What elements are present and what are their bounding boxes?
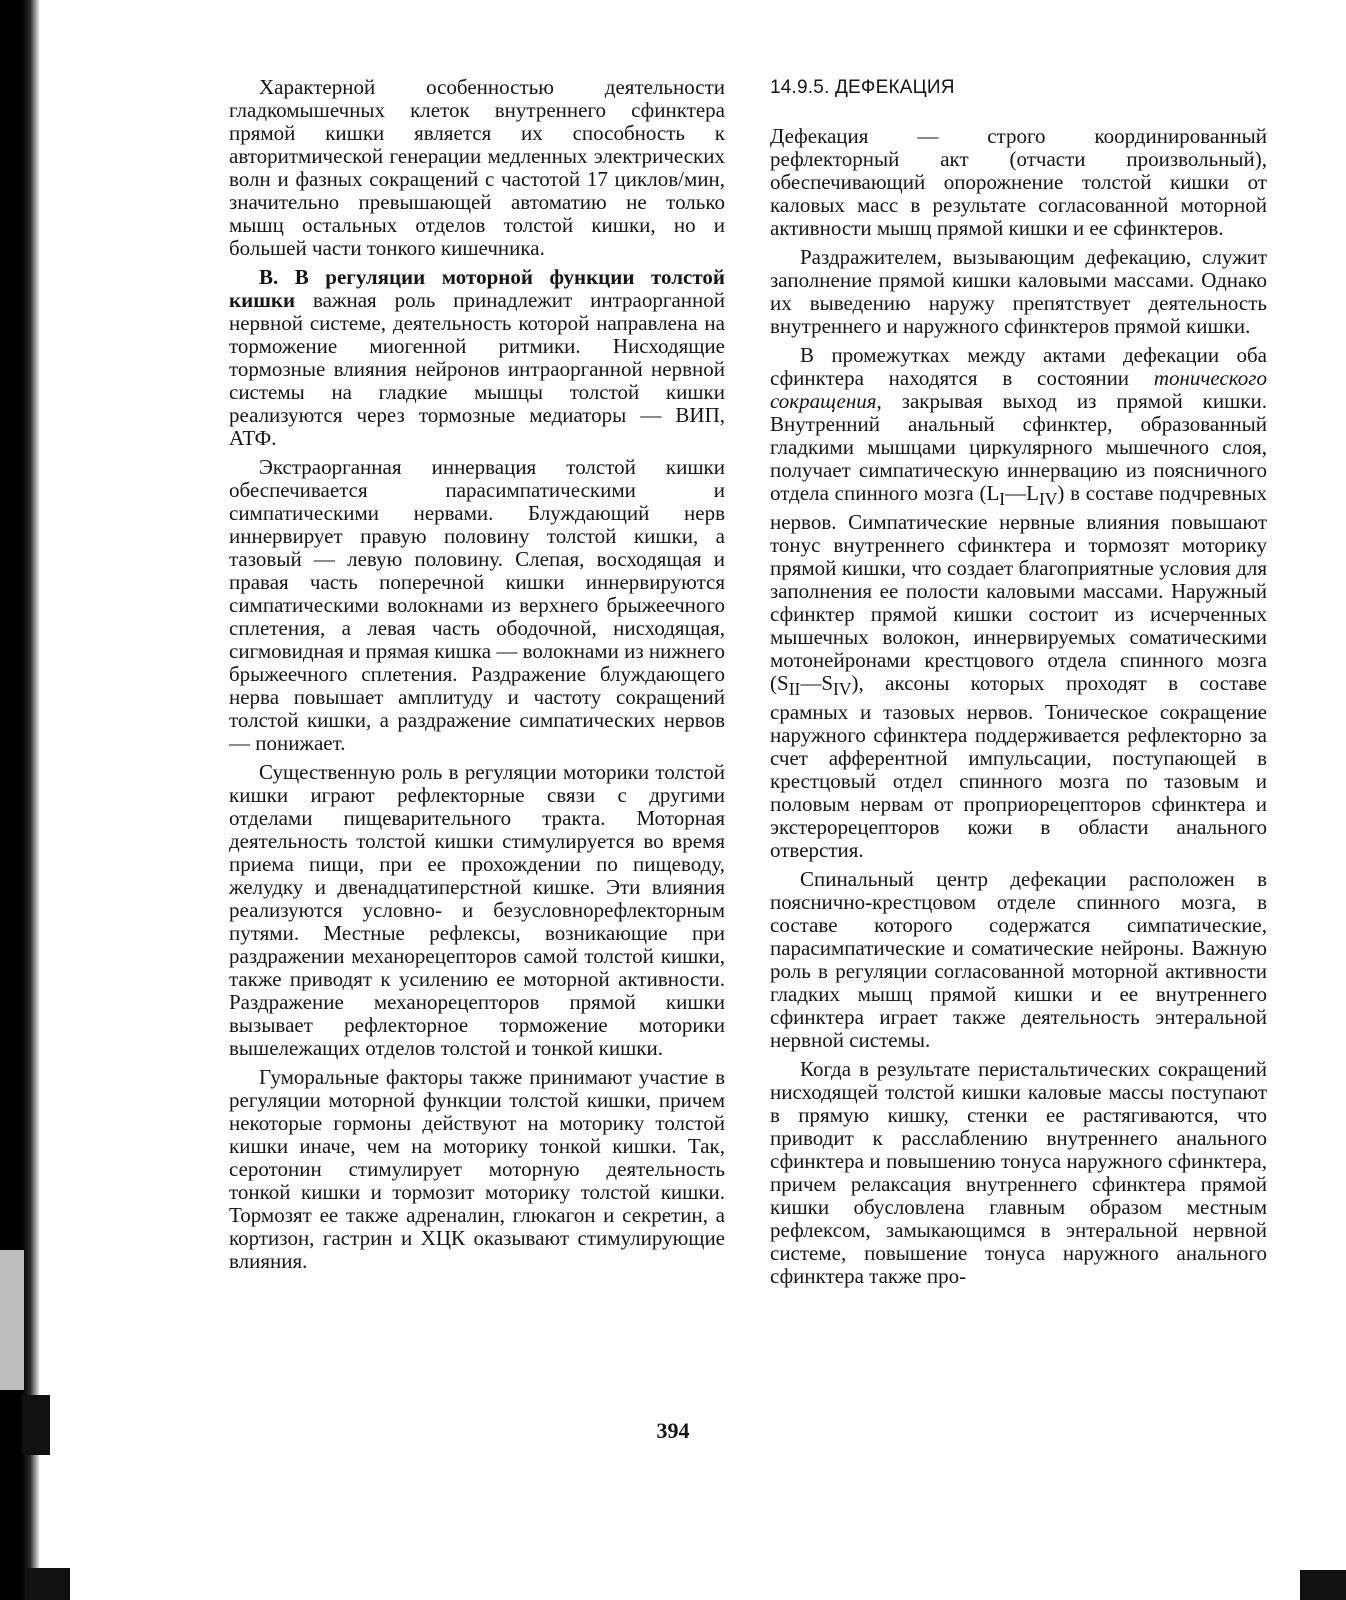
right-paragraph-3-f: ), аксоны которых проходят в составе срамных и тазовых нервов. Тоническое сокращение наружного сфинктера поддерживается рефлекторно за счет афферентной импульсации, поступающей в крестцовый отдел спинного мозга по тазовым и половым нервам от проприорецепторов сфинктера и экстерорецепторов кожи в области анального отверстия. bbox=[770, 671, 1267, 863]
right-paragraph-4: Спинальный центр дефекации расположен в пояснично-крестцовом отделе спинного мозга, в составе которого содержатся симпатические, парасимпатические и соматические нейроны. Важную роль в регуляции согласованной моторной активности гладких мышц прямой кишки и ее внутреннего сфинктера играет также деятельность энтеральной нервной системы. bbox=[770, 867, 1267, 1053]
scan-edge-notch bbox=[0, 1250, 24, 1390]
italic-term: тонического сокращения bbox=[770, 366, 1267, 413]
right-paragraph-3-b: , закрывая выход из прямой кишки. Внутренний анальный сфинктер, образованный гладкими мышцами циркулярного мышечного слоя, получает симпатическую иннервацию из поясничного отдела спинного мозга (L bbox=[770, 389, 1267, 505]
subscript-l1: I bbox=[999, 489, 1006, 510]
left-paragraph-1: Характерной особенностью деятельности гладкомышечных клеток внутреннего сфинктера прямой кишки является их способность к авторитмической генерации медленных электрических волн и фазных сокращений с частотой 17 циклов/мин, значительно превышающей автоматию не только мышц остальных отделов толстой кишки, но и большей части тонкого кишечника. bbox=[229, 75, 725, 260]
left-column bbox=[229, 76, 725, 1279]
scan-edge-foot-right bbox=[1300, 1570, 1346, 1600]
subscript-s2: II bbox=[788, 679, 801, 700]
left-paragraph-5: Гуморальные факторы также принимают участие в регуляции моторной функции толстой кишки, причем некоторые гормоны действуют на моторику толстой кишки иначе, чем на моторику тонкой кишки. Так, серотонин стимулирует моторную деятельность тонкой кишки и тормозит моторику толстой кишки. Тормозят ее также адреналин, глюкагон и секретин, а кортизон, гастрин и ХЦК оказывают стимулирующие влияния. bbox=[229, 1065, 725, 1273]
subsection-lead: В. В регуляции моторной функции толстой кишки bbox=[229, 265, 725, 312]
right-paragraph-2: Раздражителем, вызывающим дефекацию, служит заполнение прямой кишки каловыми массами. Однако их выведению наружу препятствует деятельность внутреннего и наружного сфинктеров прямой кишки. bbox=[770, 245, 1267, 338]
left-paragraph-4: Существенную роль в регуляции моторики толстой кишки играют рефлекторные связи с другими отделами пищеварительного тракта. Моторная деятельность толстой кишки стимулируется во время приема пищи, при ее прохождении по пищеводу, желудку и двенадцатиперстной кишке. Эти влияния реализуются условно- и безусловнорефлекторным путями. Местные рефлексы, возникающие при раздражении механорецепторов самой толстой кишки, также приводят к усилению ее моторной активности. Раздражение механорецепторов прямой кишки вызывает рефлекторное торможение моторики вышележащих отделов толстой и тонкой кишки. bbox=[229, 760, 725, 1060]
page-number: 394 bbox=[656, 1418, 690, 1443]
right-paragraph-3-e: —S bbox=[800, 671, 834, 696]
left-paragraph-2 bbox=[229, 266, 725, 450]
right-paragraph-5: Когда в результате перистальтических сокращений нисходящей толстой кишки каловые массы поступают в прямую кишку, стенки ее растягиваются, что приводит к расслаблению внутреннего анального сфинктера и повышению тонуса наружного сфинктера, причем релаксация внутреннего сфинктера прямой кишки обусловлена главным образом местным рефлексом, замыкающимся в энтеральной нервной системе, повышение тонуса наружного анального сфинктера также про- bbox=[770, 1057, 1267, 1289]
subscript-l4: IV bbox=[1038, 489, 1058, 510]
right-paragraph-3 bbox=[770, 344, 1267, 862]
right-paragraph-1: Дефекация — строго координированный рефлекторный акт (отчасти произвольный), обеспечивающий опорожнение толстой кишки от каловых масс в результате согласованной моторной активности мышц прямой кишки и ее сфинктеров. bbox=[770, 124, 1267, 240]
section-heading: 14.9.5. ДЕФЕКАЦИЯ bbox=[770, 77, 955, 98]
right-paragraph-3-c: —L bbox=[1005, 481, 1039, 505]
left-paragraph-2-body: важная роль принадлежит интраорганной нервной системе, деятельность которой направлена на торможение миогенной ритмики. Нисходящие тормозные влияния нейронов интраорганной нервной системы на гладкие мышцы толстой кишки реализуются через тормозные медиаторы — ВИП, АТФ. bbox=[229, 288, 725, 450]
left-paragraph-3: Экстраорганная иннервация толстой кишки обеспечивается парасимпатическими и симпатическими нервами. Блуждающий нерв иннервирует правую половину толстой кишки, а тазовый — левую половину. Слепая, восходящая и правая часть поперечной кишки иннервируются симпатическими волокнами из верхнего брыжеечного сплетения, а левая часть ободочной, нисходящая, сигмовидная и прямая кишка — волокнами из нижнего брыжеечного сплетения. Раздражение блуждающего нерва повышает амплитуду и частоту сокращений толстой кишки, а раздражение симпатических нервов — понижает. bbox=[229, 455, 726, 755]
subscript-s4: IV bbox=[833, 679, 852, 700]
right-column bbox=[770, 76, 1267, 1294]
right-paragraph-3-a: В промежутках между актами дефекации оба сфинктера находятся в состоянии bbox=[770, 343, 1267, 390]
scan-edge-foot-left bbox=[26, 1568, 70, 1600]
right-paragraph-3-d: ) в составе подчревных нервов. Симпатические нервные влияния повышают тонус внутреннего сфинктера и тормозят моторику прямой кишки, что создает благоприятные условия для заполнения ее полости каловыми массами. Наружный сфинктер прямой кишки состоит из исчерченных мышечных волокон, иннервируемых соматическими мотонейронами крестцового отдела спинного мозга (S bbox=[770, 481, 1267, 696]
